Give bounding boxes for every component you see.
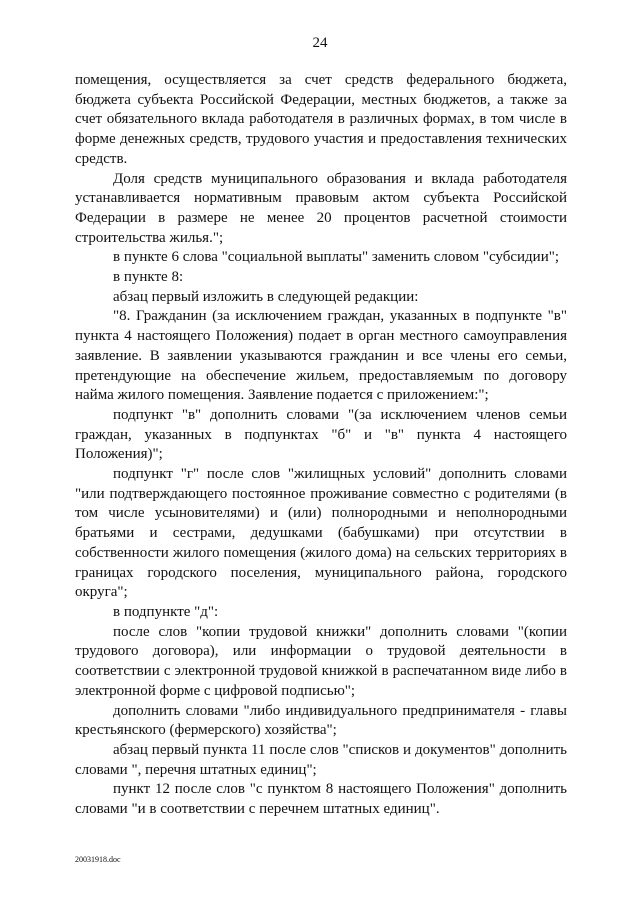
- paragraph: в пункте 8:: [113, 269, 184, 286]
- paragraph: абзац первый изложить в следующей редакции:: [113, 288, 419, 305]
- paragraph: после слов "копии трудовой книжки" дополнить словами "(копии трудового договора), или информации о трудовой деятельности в соответствии с электронной трудовой книжкой в распечатанном виде либо в электронной форме с цифровой подписью";: [75, 623, 567, 699]
- paragraph: дополнить словами "либо индивидуального предпринимателя - главы крестьянского (фермерского) хозяйства";: [75, 702, 567, 739]
- paragraph: помещения, осуществляется за счет средств федерального бюджета, бюджета субъекта Российской Федерации, местных бюджетов, а также за счет обязательного вклада работодателя в различных формах, в том числе в форме денежных средств, трудового участия и предоставления технических средств.: [75, 72, 567, 167]
- paragraph: пункт 12 после слов "с пунктом 8 настоящего Положения" дополнить словами "и в соответствии с перечнем штатных единиц".: [75, 781, 567, 818]
- paragraph: подпункт "г" после слов "жилищных условий" дополнить словами "или подтверждающего постоянное проживание совместно с родителями (в том числе усыновителями) и (или) полнородными и неполнородными братьями и сестрами, дедушками (бабушками) при отсутствии в собственности жилого помещения (жилого дома) на сельских территориях в границах городского поселения, муниципального района, городского округа";: [75, 466, 567, 601]
- paragraph: подпункт "в" дополнить словами "(за исключением членов семьи граждан, указанных в подпунктах "б" и "в" пункта 4 настоящего Положения)";: [75, 406, 567, 463]
- page-number: 24: [312, 35, 328, 51]
- paragraph: в пункте 6 слова "социальной выплаты" заменить словом "субсидии";: [113, 249, 560, 266]
- paragraph: Доля средств муниципального образования и вклада работодателя устанавливается нормативным правовым актом субъекта Российской Федерации в размере не менее 20 процентов расчетной стоимости строительства жилья.";: [75, 170, 567, 246]
- document-filename: 20031918.doc: [75, 855, 121, 864]
- paragraph: "8. Гражданин (за исключением граждан, указанных в подпункте "в" пункта 4 настоящего Положения) подает в орган местного самоуправления заявление. В заявлении указываются гражданин и все члены его семьи, претендующие на обеспечение жильем, предоставляемым по договору найма жилого помещения. Заявление подается с приложением:";: [75, 308, 567, 404]
- paragraph: в подпункте "д":: [113, 603, 219, 620]
- paragraph: абзац первый пункта 11 после слов "списков и документов" дополнить словами ", перечня штатных единиц";: [75, 741, 567, 778]
- document-body: [75, 71, 567, 820]
